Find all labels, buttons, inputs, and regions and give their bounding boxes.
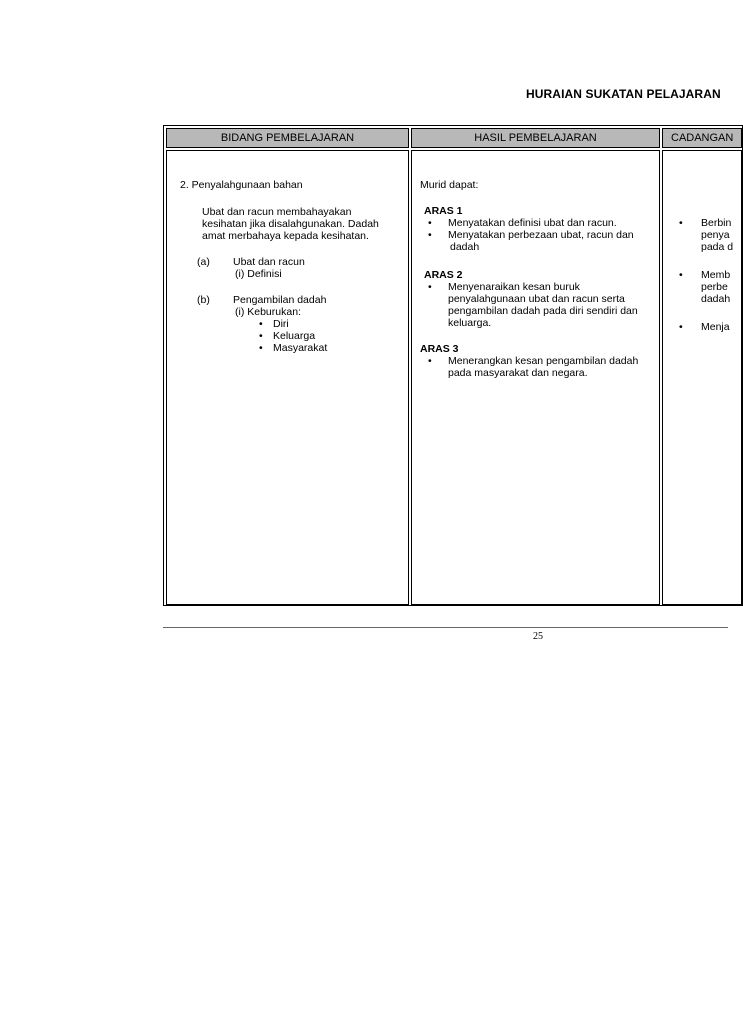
curriculum-table <box>163 125 743 606</box>
page-number: 25 <box>533 631 543 642</box>
topic-intro-line: kesihatan jika disalahgunakan. Dadah <box>202 218 379 230</box>
bidang-cell <box>166 150 409 605</box>
column-header-hasil <box>411 128 660 148</box>
aras-3-line: pada masyarakat dan negara. <box>448 367 588 379</box>
aras-1-item: Menyatakan perbezaan ubat, racun dan <box>448 229 634 241</box>
aras-2-line: Menyenaraikan kesan buruk <box>448 281 580 293</box>
column-header-bidang <box>166 128 409 148</box>
column-header-hasil-label: HASIL PEMBELAJARAN <box>474 132 597 144</box>
footer-divider <box>163 627 728 628</box>
column-header-cadangan-label: CADANGAN <box>671 132 734 144</box>
subtopic-a-label: Ubat dan racun <box>233 256 305 268</box>
bullet-icon: • <box>259 318 263 330</box>
cadangan-cell <box>662 150 742 605</box>
hasil-intro: Murid dapat: <box>420 179 479 191</box>
bullet-icon: • <box>259 330 263 342</box>
subtopic-b-marker: (b) <box>197 294 210 306</box>
aras-2-line: pengambilan dadah pada diri sendiri dan <box>448 305 638 317</box>
topic-intro-line: amat merbahaya kepada kesihatan. <box>202 230 369 242</box>
topic-heading: 2. Penyalahgunaan bahan <box>180 179 303 191</box>
bullet-icon: • <box>679 217 683 229</box>
bullet-icon: • <box>259 342 263 354</box>
bullet-icon: • <box>679 269 683 281</box>
aras-1-label: ARAS 1 <box>424 205 463 217</box>
cadangan-line: Memb <box>701 269 731 281</box>
cadangan-line: pada d <box>701 241 734 253</box>
subtopic-a-item: (i) Definisi <box>235 268 282 280</box>
topic-intro-line: Ubat dan racun membahayakan <box>202 206 352 218</box>
column-header-bidang-label: BIDANG PEMBELAJARAN <box>220 132 355 144</box>
subtopic-b-label: Pengambilan dadah <box>233 294 327 306</box>
aras-1-item-continued: dadah <box>450 241 480 253</box>
subtopic-a-marker: (a) <box>197 256 210 268</box>
bullet-icon: • <box>428 281 432 293</box>
column-header-cadangan <box>662 128 742 148</box>
bullet-icon: • <box>428 355 432 367</box>
aras-2-line: penyalahgunaan ubat dan racun serta <box>448 293 625 305</box>
aras-3-line: Menerangkan kesan pengambilan dadah <box>448 355 639 367</box>
keburukan-item: Diri <box>273 318 289 330</box>
hasil-cell <box>411 150 660 605</box>
cadangan-line: dadah <box>701 293 731 305</box>
cadangan-line: perbe <box>701 281 728 293</box>
cadangan-line: penya <box>701 229 730 241</box>
keburukan-item: Keluarga <box>273 330 316 342</box>
document-title: HURAIAN SUKATAN PELAJARAN <box>526 87 721 101</box>
aras-2-line: keluarga. <box>448 317 492 329</box>
bullet-icon: • <box>679 321 683 333</box>
cadangan-line: Berbin <box>701 217 732 229</box>
bullet-icon: • <box>428 229 432 241</box>
aras-3-label: ARAS 3 <box>420 343 459 355</box>
cadangan-line: Menja <box>701 321 730 333</box>
aras-2-label: ARAS 2 <box>424 269 463 281</box>
aras-1-item: Menyatakan definisi ubat dan racun. <box>448 217 617 229</box>
subtopic-b-item: (i) Keburukan: <box>235 306 301 318</box>
bullet-icon: • <box>428 217 432 229</box>
keburukan-item: Masyarakat <box>273 342 328 354</box>
